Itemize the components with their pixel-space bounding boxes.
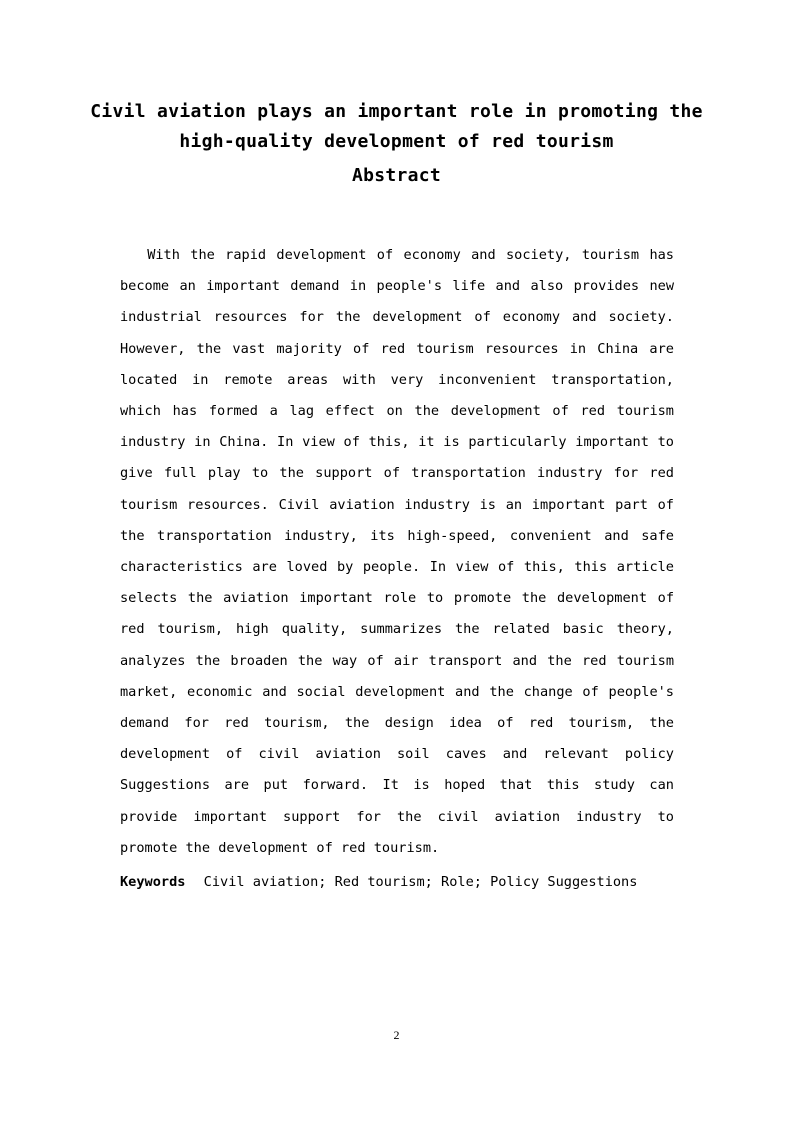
abstract-heading: Abstract — [351, 165, 442, 186]
keywords-line — [120, 871, 680, 893]
page-number: 2 — [393, 1028, 400, 1042]
paper-title-line-2: high-quality development of red tourism — [179, 131, 614, 152]
abstract-paragraph: With the rapid development of economy and society, tourism has become an important demand in people's life and also provides new industrial resources for the development of economy and society. However, the vast majority of red tourism resources in China are located in remote areas with very inconvenient transportation, which has formed a lag effect on the development of red tourism industry in China. In view of this, it is particularly important to give full play to the support of transportation industry for red tourism resources. Civil aviation industry is an important part of the transportation industry, its high-speed, convenient and safe characteristics are loved by people. In view of this, this article selects the aviation important role to promote the development of red tourism, high quality, summarizes the related basic theory, analyzes the broaden the way of air transport and the red tourism market, economic and social development and the change of people's demand for red tourism, the design idea of red tourism, the development of civil aviation soil caves and relevant policy Suggestions are put forward. It is hoped that this study can provide important support for the civil aviation industry to promote the development of red tourism. — [120, 247, 674, 856]
paper-title-line-1: Civil aviation plays an important role in promoting the — [90, 101, 703, 122]
keywords-text: Civil aviation; Red tourism; Role; Policy Suggestions — [203, 874, 638, 890]
keywords-label: Keywords — [120, 874, 186, 890]
